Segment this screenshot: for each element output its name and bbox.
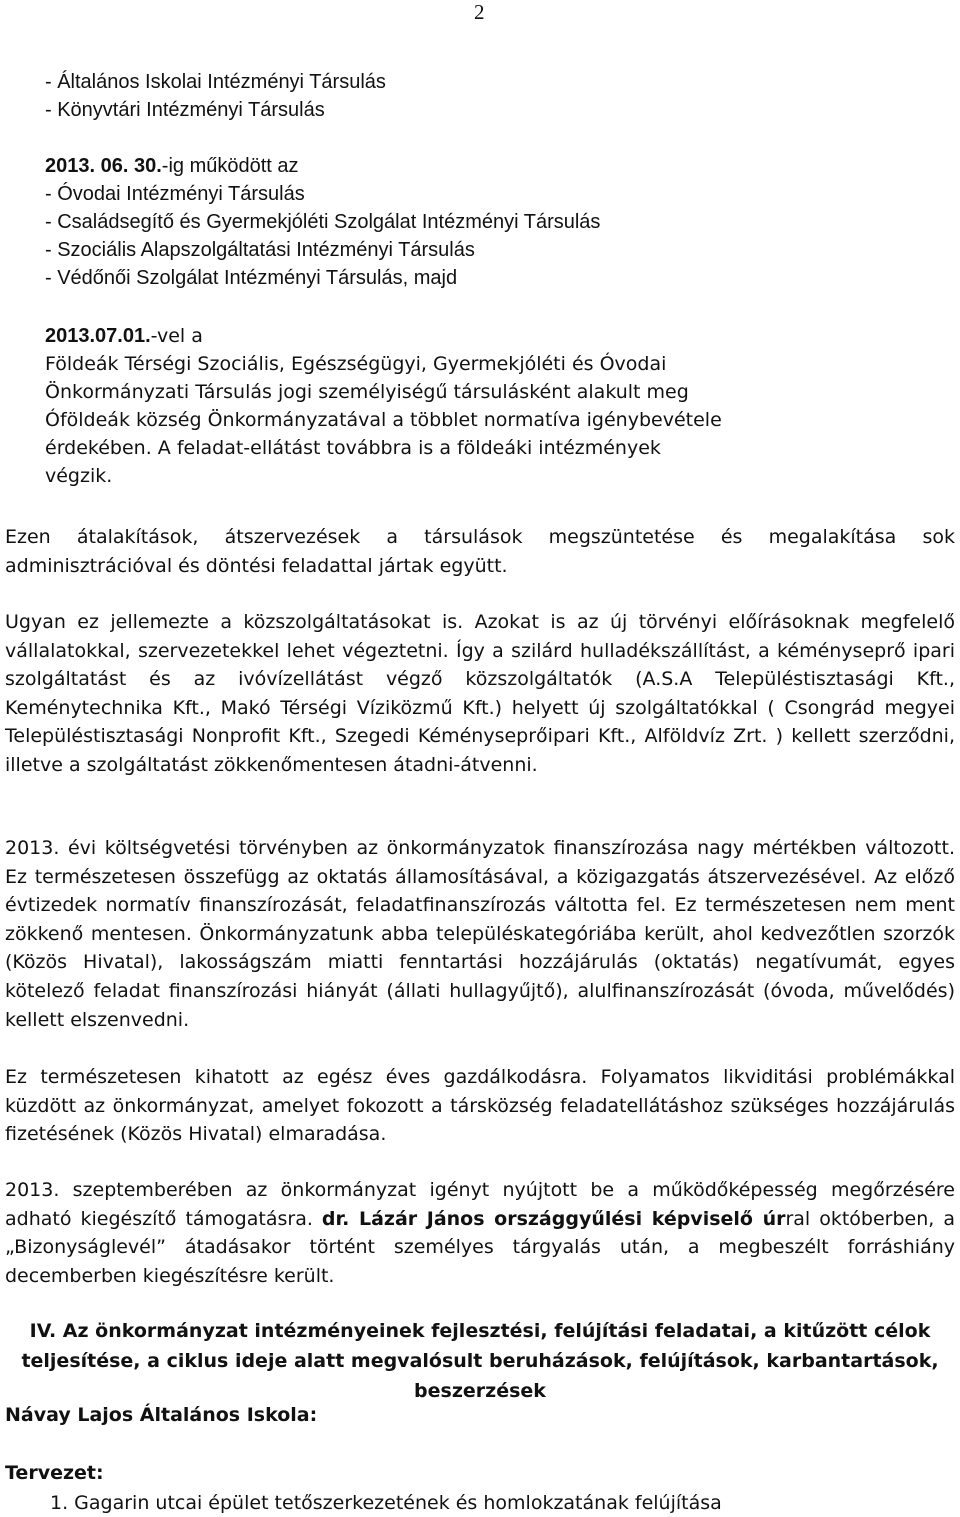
earlier-association-list — [5, 68, 960, 124]
from-date-text: -vel a — [150, 325, 203, 347]
section-heading: IV. Az önkormányzat intézményeinek fejlesztési, felújítási feladatai, a kitűzött célok teljesítése, a ciklus ideje alatt megvalósult beruházások, felújítások, karbantartások, beszerzések — [21, 1320, 939, 1402]
paragraph-liquidity: Ez természetesen kihatott az egész éves gazdálkodásra. Folyamatos likviditási problémákkal küzdött az önkormányzat, amelyet fokozott a társközség feladatellátáshoz szükséges hozzájárulás fizetésének (Közös Hivatal) elmaradása. — [5, 1066, 955, 1146]
list-item: - Családsegítő és Gyermekjóléti Szolgálat Intézményi Társulás — [45, 211, 601, 233]
text-line: Önkormányzati Társulás jogi személyiségű társulásként alakult meg — [45, 381, 689, 403]
school-name: Návay Lajos Általános Iskola: — [5, 1404, 318, 1426]
list-item: - Általános Iskolai Intézményi Társulás — [45, 71, 386, 93]
until-date-block — [5, 152, 960, 292]
support-mp-name: dr. Lázár János országgyűlési képviselő úr — [321, 1207, 786, 1230]
paragraph-transformations: Ezen átalakítások, átszervezések a társulások megszüntetése és megalakítása sok adminisztrációval és döntési feladattal jártak együtt. — [5, 526, 955, 577]
tervezet-label: Tervezet: — [5, 1462, 104, 1484]
list-item: - Óvodai Intézményi Társulás — [45, 183, 305, 205]
paragraph-budget: 2013. évi költségvetési törvényben az önkormányzatok finanszírozása nagy mértékben változott. Ez természetesen összefügg az oktatás államosításával, a közigazgatás átszervezésével. Az előző évtizedek normatív finanszírozását, feladatfinanszírozás váltotta fel. Ez természetesen nem ment zökkenő mentesen. Önkormányzatunk abba településkategóriába került, ahol kedvezőtlen szorzók (Közös Hivatal), lakosságszám miatti fenntartási hozzájárulás (oktatás) negatívumát, egyes kötelező feladat finanszírozási hiányát (állati hullagyűjtő), alulfinanszírozását (óvoda, művelődés) kellett elszenvedni. — [5, 837, 955, 1031]
text-line: Óföldeák község Önkormányzatával a többlet normatíva igénybevétele — [45, 409, 722, 431]
paragraph-public-services: Ugyan ez jellemezte a közszolgáltatásokat is. Azokat is az új törvényi előírásoknak megfelelő vállalatokkal, szervezetekkel lehet végeztetni. Így a szilárd hulladékszállítást, a kéményseprő ipari szolgáltatást és az ivóvízellátást végző közszolgáltatók (A.S.A Településtisztasági Kft., Keménytechnika Kft., Makó Térségi Víziközmű Kft.) helyett új szolgáltatókkal ( Csongrád megyei Településtisztasági Nonprofit Kft., Szegedi Kéményseprőipari Kft., Alföldvíz Zrt. ) kellett szerződni, illetve a szolgáltatást zökkenőmentesen átadni-átvenni. — [5, 611, 955, 776]
from-date-block — [5, 322, 960, 490]
tervezet-list — [50, 1489, 722, 1517]
text-line: végzik. — [45, 465, 113, 487]
from-date: 2013.07.01. — [45, 325, 151, 347]
list-item: - Védőnői Szolgálat Intézményi Társulás, majd — [45, 267, 458, 289]
support-text-1: 2013. szeptemberében az önkormányzat igényt nyújtott be a működőképesség megőrzésére adható kiegészítő támogatásra. — [5, 1179, 955, 1230]
page-number: 2 — [474, 0, 485, 24]
list-item: 1. Gagarin utcai épület tetőszerkezetének és homlokzatának felújítása — [50, 1492, 722, 1514]
until-date-line — [45, 152, 960, 180]
list-item: - Szociális Alapszolgáltatási Intézményi Társulás — [45, 239, 475, 261]
text-line: érdekében. A feladat-ellátást továbbra is a földeáki intézmények — [45, 437, 661, 459]
paragraph-support — [5, 1176, 955, 1290]
text-line: Földeák Térségi Szociális, Egészségügyi, Gyermekjóléti és Óvodai — [45, 353, 667, 375]
support-text-2: ral októberben, a „Bizonyságlevél” átadásakor történt személyes tárgyalás után, a megbeszélt forráshiány decemberben kiegészítésre került. — [5, 1207, 955, 1287]
list-item: - Könyvtári Intézményi Társulás — [45, 99, 325, 121]
from-date-line — [45, 322, 960, 350]
until-date: 2013. 06. 30. — [45, 155, 162, 177]
until-date-text: -ig működött az — [161, 155, 299, 177]
